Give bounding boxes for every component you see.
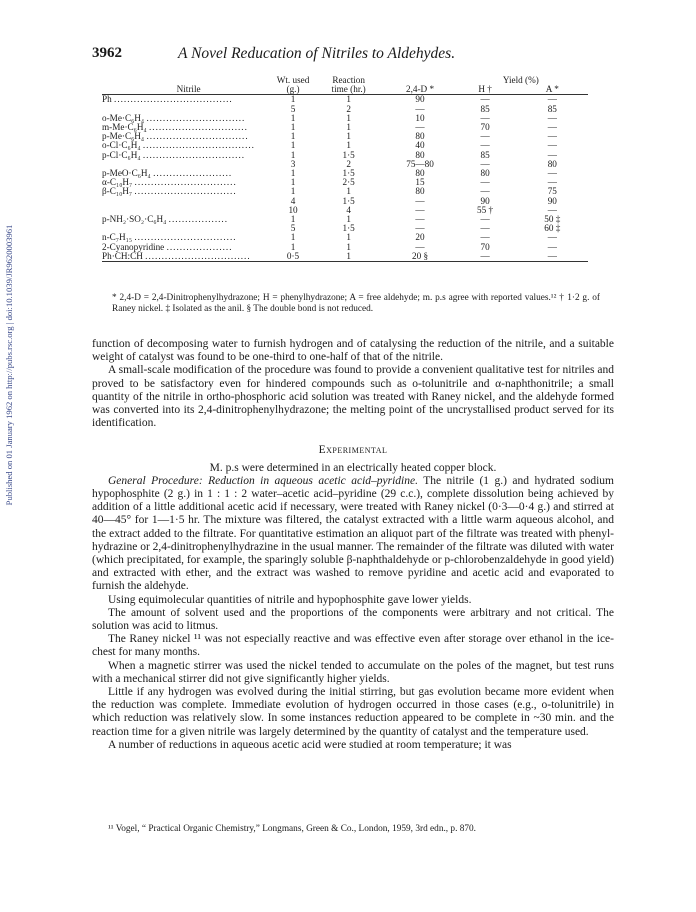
cell-wt: 0·5	[286, 250, 300, 261]
cell-time: 1	[346, 232, 351, 243]
cell-a: —	[547, 250, 557, 261]
paragraph	[92, 475, 614, 594]
cell-dnp: 15	[415, 177, 425, 188]
cell-dnp: 40	[415, 140, 425, 151]
cell-wt: 1	[290, 186, 296, 197]
nitrile-name: o-Cl·C₆H₄	[102, 140, 141, 151]
cell-a: —	[547, 168, 557, 179]
col-nitrile: Nitrile	[176, 84, 201, 95]
nitrile-name: Ph·CH:CH	[102, 250, 143, 261]
cell-nitrile	[102, 151, 275, 160]
paragraph: The amount of solvent used and the proportions of the components were arbitrary and not critical. The solution was acid to litmus.	[92, 606, 614, 633]
leader-dots: ..................................	[142, 140, 255, 151]
cell-h: 55 †	[477, 204, 494, 215]
nitrile-name: 2-Cyanopyridine	[102, 241, 165, 252]
cell-a: —	[547, 204, 557, 215]
cell-h: —	[480, 232, 490, 243]
cell-wt: 1	[290, 122, 296, 133]
cell-wt: 1	[290, 112, 296, 123]
cell-nitrile	[102, 95, 275, 105]
cell-dnp: —	[415, 103, 425, 114]
cell-time: 1·5	[342, 223, 355, 234]
cell-h: 70	[480, 241, 490, 252]
cell-dnp: 75—80	[406, 158, 434, 169]
cell-wt: 1	[290, 131, 296, 142]
cell-dnp: —	[415, 122, 425, 133]
cell-h: —	[480, 94, 490, 105]
cell-wt: 1	[290, 214, 296, 225]
procedure-heading: General Procedure: Reduction in aqueous acetic acid–pyridine.	[108, 474, 418, 487]
cell-a: 50 ‡	[544, 214, 561, 225]
cell-h: —	[480, 250, 490, 261]
cell-nitrile	[102, 215, 275, 224]
cell-h: —	[480, 214, 490, 225]
reference-footnote: ¹¹ Vogel, “ Practical Organic Chemistry,” Longmans, Green & Co., London, 1959, 3rd edn., p. 870.	[108, 824, 477, 834]
cell-a: —	[547, 232, 557, 243]
cell-dnp: 20 §	[411, 250, 429, 261]
leader-dots: ...............................	[146, 131, 249, 142]
leader-dots: ..............................	[146, 112, 246, 123]
cell-dnp: 10	[415, 112, 425, 123]
sidebar-doi	[2, 180, 16, 550]
leader-dots: ....................	[166, 241, 233, 252]
cell-h: —	[480, 177, 490, 188]
cell-a: —	[547, 140, 557, 151]
section-title: Experimental	[318, 444, 388, 457]
leader-dots: ..................	[168, 214, 229, 225]
nitrile-name: m-Me·C₆H₄	[102, 122, 147, 133]
cell-time: 4	[346, 204, 351, 215]
cell-wt: 10	[288, 204, 298, 215]
cell-time: 1	[346, 140, 351, 151]
cell-dnp: —	[415, 195, 425, 206]
cell-time: 1	[346, 214, 351, 225]
leader-dots: ........................	[153, 168, 233, 179]
table-row	[102, 151, 588, 160]
table-row	[102, 95, 588, 105]
sidebar-doi-text: Published on 01 January 1962 on http://pubs.rsc.org | doi:10.1039/JR9620003961	[4, 224, 14, 506]
col-wt-unit: (g.)	[286, 84, 300, 95]
cell-a: —	[547, 131, 557, 142]
cell-wt: 1	[290, 177, 296, 188]
cell-a: —	[547, 112, 557, 123]
leader-dots: ..............................	[148, 122, 248, 133]
cell-wt: 4	[290, 195, 296, 206]
col-h: H †	[478, 84, 492, 95]
cell-a: —	[547, 149, 557, 160]
cell-wt: 1	[290, 94, 296, 105]
yield-table	[102, 76, 588, 262]
nitrile-name: p-Me·C₆H₄	[102, 131, 145, 142]
cell-nitrile	[102, 252, 275, 262]
cell-dnp: —	[415, 241, 425, 252]
cell-time: 1	[346, 94, 351, 105]
cell-dnp: 80	[415, 186, 425, 197]
cell-h: 85	[480, 149, 490, 160]
table-row	[102, 197, 588, 206]
cell-wt: 1	[290, 140, 296, 151]
cell-wt: 1	[290, 241, 296, 252]
cell-h: —	[480, 223, 490, 234]
cell-time: 1	[346, 122, 351, 133]
cell-dnp: 80	[415, 149, 425, 160]
cell-time: 1·5	[342, 168, 355, 179]
cell-wt: 1	[290, 232, 296, 243]
cell-a: —	[547, 241, 557, 252]
cell-h: —	[480, 140, 490, 151]
table-footnote: * 2,4-D = 2,4-Dinitrophenylhydrazone; H = phenylhydrazone; A = free aldehyde; m. p.s agree with reported values.¹² † 1·2 g. of Raney nickel. ‡ Isolated as the anil. § The double bond is not reduced.	[112, 293, 600, 314]
nitrile-name: o-Me·C₆H₄	[102, 112, 145, 123]
cell-time: 1·5	[342, 149, 355, 160]
cell-wt: 5	[290, 103, 296, 114]
cell-time: 1	[346, 250, 351, 261]
cell-time: 1	[346, 112, 351, 123]
cell-dnp: 90	[415, 94, 425, 105]
nitrile-name: n-C₇H₁₅	[102, 232, 133, 243]
paragraph: Using equimolecular quantities of nitrile and hypophosphite gave lower yields.	[108, 593, 472, 606]
nitrile-name: Ph	[102, 94, 112, 105]
cell-time: 2·5	[342, 177, 355, 188]
cell-dnp: —	[415, 214, 425, 225]
leader-dots: ....................................	[114, 94, 233, 105]
paragraph: Little if any hydrogen was evolved during the initial stirring, but gas evolution became more evident when the reduction was complete. Immediate evolution of hydrogen occurred in those cases (e.g., o-tolunitrile) in which reduction was relatively slow. In some instances reduction appeared to be complete in ~30 min. and the reaction time for a given nitrile was largely determined by the quantity of catalyst and the temperature used.	[92, 686, 614, 738]
nitrile-name: p-Cl·C₆H₄	[102, 149, 141, 160]
nitrile-name: p-NH₂·SO₂·C₆H₄	[102, 214, 167, 225]
procedure-text: The nitrile (1 g.) and hydrated sodium hypophosphite (2 g.) in 1 : 1 : 2 water–acetic acid–pyridine (29 c.c.), complete dissolution being achieved by addition of a little additional acetic acid if necessary, were treated with Raney nickel (0·3—0·4 g.) and stirred at 40—45° for 1—1·5 hr. The mixture was filtered, the catalyst extracted with a little warm aqueous alcohol, and the extract added to the filtrate. For quantitative estimation an aliquot part of the filtrate was treated with phenyl-hydrazine or 2,4-dinitrophenylhydrazine in the usual manner. The remainder of the filtrate was diluted with water (which precipitated, for example, the sparingly soluble β-naphthaldehyde or p-chlorobenzaldehyde in good yield) and extracted with ether, and the extract was washed to remove pyridine and acetic acid and evaporated to furnish the aldehyde.	[92, 474, 614, 593]
nitrile-name: β-C₁₀H₇	[102, 186, 133, 197]
nitrile-name: p-MeO·C₆H₄	[102, 168, 151, 179]
cell-time: 1	[346, 186, 351, 197]
table-body	[102, 95, 588, 262]
paragraph: A small-scale modification of the procedure was found to provide a convenient qualitative test for nitriles and proved to be satisfactory even for hindered compounds such as o-tolunitrile and α-naphthonitrile; a small quantity of the nitrile in ortho-phosphoric acid solution was treated with Raney nickel, and the aldehyde formed was converted into its 2,4-dinitrophenylhydrazone; the melting point of the uncrystallised product served for its identification.	[92, 364, 614, 430]
cell-a: 85	[547, 103, 557, 114]
cell-wt: 5	[290, 223, 296, 234]
paragraph: The Raney nickel ¹¹ was not especially reactive and was effective even after storage over ethanol in the ice-chest for many months.	[92, 633, 614, 659]
cell-time: 2	[346, 103, 351, 114]
running-title: A Novel Reducation of Nitriles to Aldehydes.	[178, 45, 456, 62]
cell-a: —	[547, 122, 557, 133]
page-header	[92, 45, 614, 67]
nitrile-name: α-C₁₀H₇	[102, 177, 133, 188]
cell-wt: 1	[290, 149, 296, 160]
cell-a: 60 ‡	[544, 223, 561, 234]
cell-wt: 3	[290, 158, 296, 169]
cell-h: 70	[480, 122, 490, 133]
cell-time: 1	[346, 241, 351, 252]
cell-time: 2	[346, 158, 351, 169]
cell-a: —	[547, 177, 557, 188]
cell-dnp: 80	[415, 168, 425, 179]
col-a: A *	[545, 84, 559, 95]
cell-nitrile	[102, 197, 275, 206]
table-row	[102, 252, 588, 262]
cell-a: 80	[547, 158, 557, 169]
cell-a: —	[547, 94, 557, 105]
cell-h: —	[480, 158, 490, 169]
paragraph: A number of reductions in aqueous acetic acid were studied at room temperature; it was	[108, 738, 512, 751]
cell-a: 75	[547, 186, 557, 197]
col-wt-used: Wt. used	[276, 75, 310, 85]
cell-h: 90	[480, 195, 490, 206]
leader-dots: ...............................	[142, 149, 246, 160]
cell-time: 1·5	[342, 195, 355, 206]
leader-dots: ................................	[145, 250, 251, 261]
cell-dnp: 80	[415, 131, 425, 142]
cell-dnp: —	[415, 223, 425, 234]
cell-dnp: —	[415, 204, 425, 215]
col-yield: Yield (%)	[502, 75, 539, 85]
paragraph: When a magnetic stirrer was used the nickel tended to accumulate on the poles of the magnet, but test runs with a mechanical stirrer did not give significantly higher yields.	[92, 659, 614, 685]
col-dnp: 2,4-D *	[405, 84, 435, 95]
cell-time: 1	[346, 131, 351, 142]
col-time: time (hr.)	[331, 84, 366, 95]
cell-dnp: 20	[415, 232, 425, 243]
cell-a: 90	[547, 195, 557, 206]
paragraph: M. p.s were determined in an electrically heated copper block.	[209, 461, 497, 474]
cell-wt: 1	[290, 168, 296, 179]
cell-h: —	[480, 112, 490, 123]
cell-h: 80	[480, 168, 490, 179]
cell-nitrile	[102, 187, 275, 196]
leader-dots: ...............................	[134, 232, 237, 243]
cell-h: —	[480, 131, 490, 142]
col-reaction: Reaction	[332, 75, 365, 85]
leader-dots: ...............................	[134, 186, 237, 197]
cell-h: —	[480, 186, 490, 197]
body-text	[92, 338, 614, 752]
leader-dots: ...............................	[134, 177, 237, 188]
cell-h: 85	[480, 103, 490, 114]
page-number: 3962	[92, 45, 122, 61]
paragraph: function of decomposing water to furnish hydrogen and of catalysing the reduction of the nitrile, and a suitable weight of catalyst was found to be one-third to one-half of that of the nitrile.	[92, 338, 614, 364]
